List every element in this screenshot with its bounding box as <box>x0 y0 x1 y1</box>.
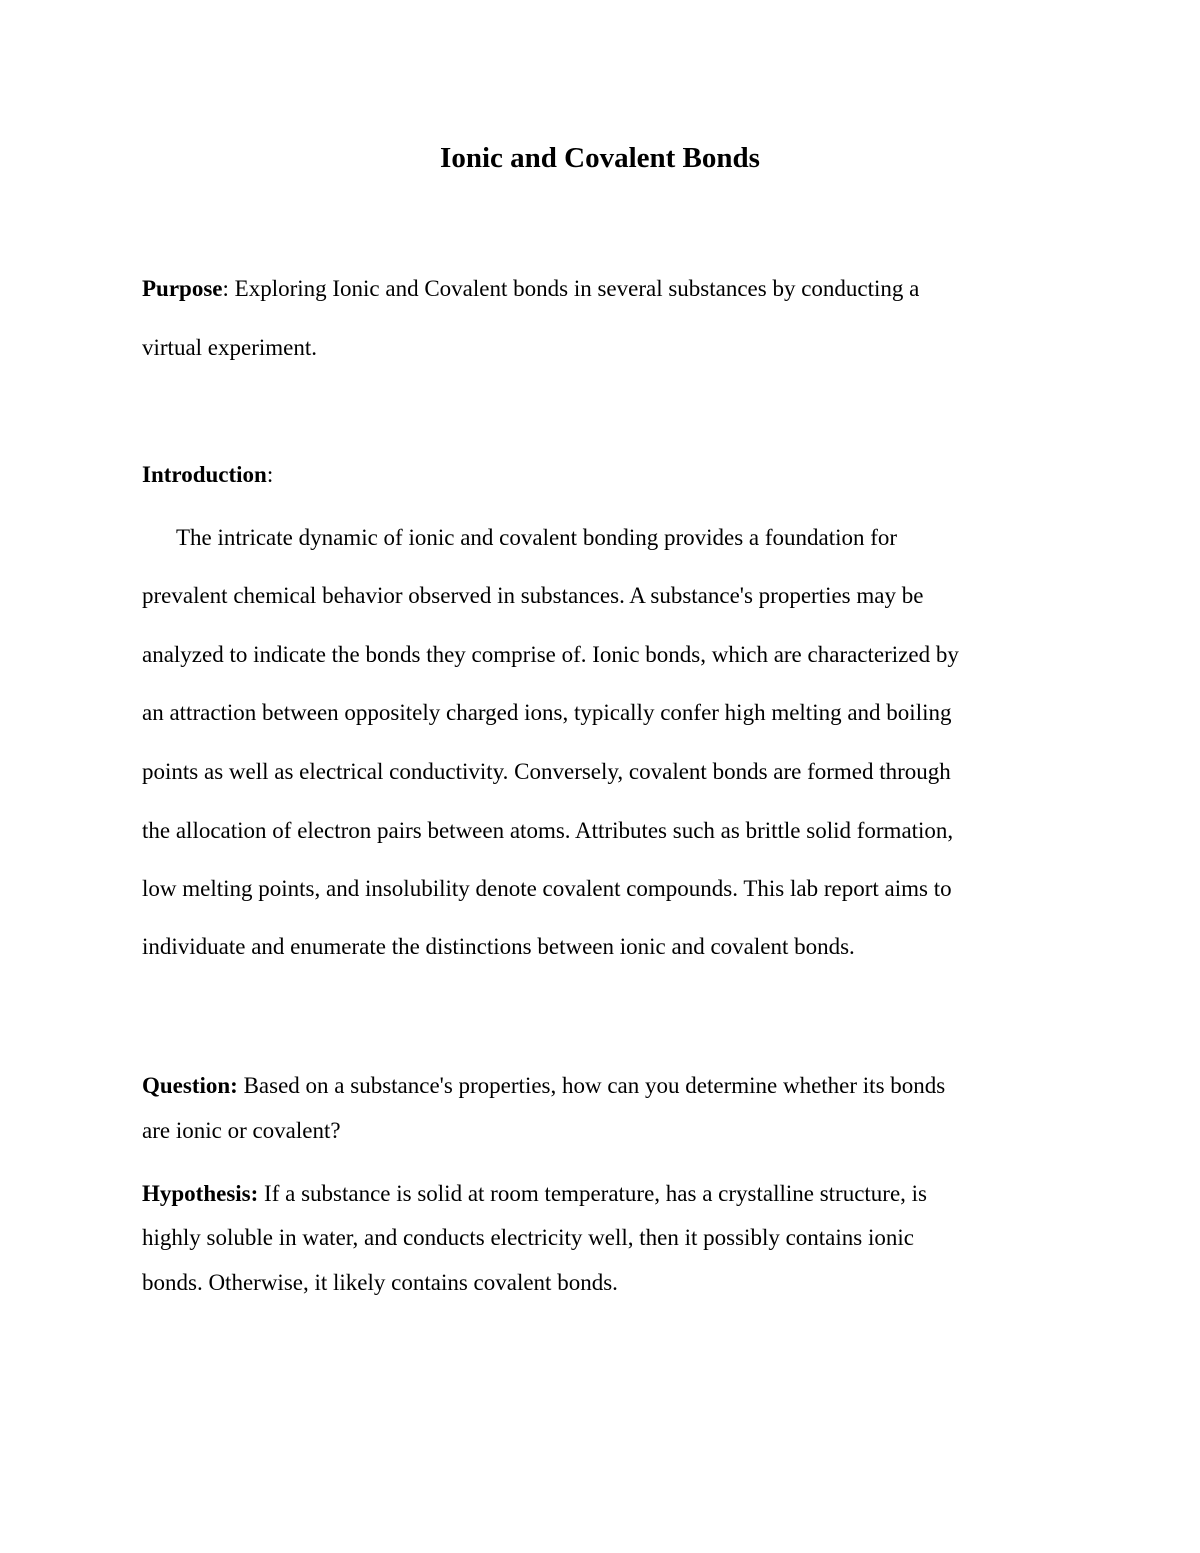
question-line-1 <box>142 1071 945 1101</box>
introduction-line-4: an attraction between oppositely charged ions, typically confer high melting and boiling <box>142 700 952 725</box>
introduction-label: Introduction <box>142 462 267 487</box>
introduction-line-1: The intricate dynamic of ionic and covalent bonding provides a foundation for <box>176 525 898 550</box>
introduction-line-5: points as well as electrical conductivity. Conversely, covalent bonds are formed through <box>142 759 951 784</box>
purpose-label: Purpose <box>142 276 223 301</box>
hypothesis-line-1 <box>142 1179 927 1209</box>
introduction-line-8: individuate and enumerate the distinctions between ionic and covalent bonds. <box>142 934 855 959</box>
document-title: Ionic and Covalent Bonds <box>440 142 760 174</box>
hypothesis-text-1: If a substance is solid at room temperature, has a crystalline structure, is <box>258 1181 928 1206</box>
question-line-2: are ionic or covalent? <box>142 1118 341 1143</box>
hypothesis-line-3: bonds. Otherwise, it likely contains covalent bonds. <box>142 1270 618 1295</box>
hypothesis-label: Hypothesis: <box>142 1181 259 1206</box>
introduction-heading <box>142 460 273 490</box>
introduction-line-3: analyzed to indicate the bonds they comprise of. Ionic bonds, which are characterized by <box>142 642 959 667</box>
question-label: Question: <box>142 1073 238 1098</box>
introduction-line-7: low melting points, and insolubility denote covalent compounds. This lab report aims to <box>142 876 952 901</box>
purpose-line-2: virtual experiment. <box>142 335 317 360</box>
purpose-text-1: : Exploring Ionic and Covalent bonds in several substances by conducting a <box>222 276 920 301</box>
hypothesis-line-2: highly soluble in water, and conducts electricity well, then it possibly contains ionic <box>142 1225 914 1250</box>
introduction-colon: : <box>266 462 274 487</box>
purpose-line-1 <box>142 274 919 304</box>
question-text-1: Based on a substance's properties, how can you determine whether its bonds <box>237 1073 946 1098</box>
introduction-line-6: the allocation of electron pairs between atoms. Attributes such as brittle solid formation, <box>142 818 954 843</box>
introduction-line-2: prevalent chemical behavior observed in substances. A substance's properties may be <box>142 583 924 608</box>
